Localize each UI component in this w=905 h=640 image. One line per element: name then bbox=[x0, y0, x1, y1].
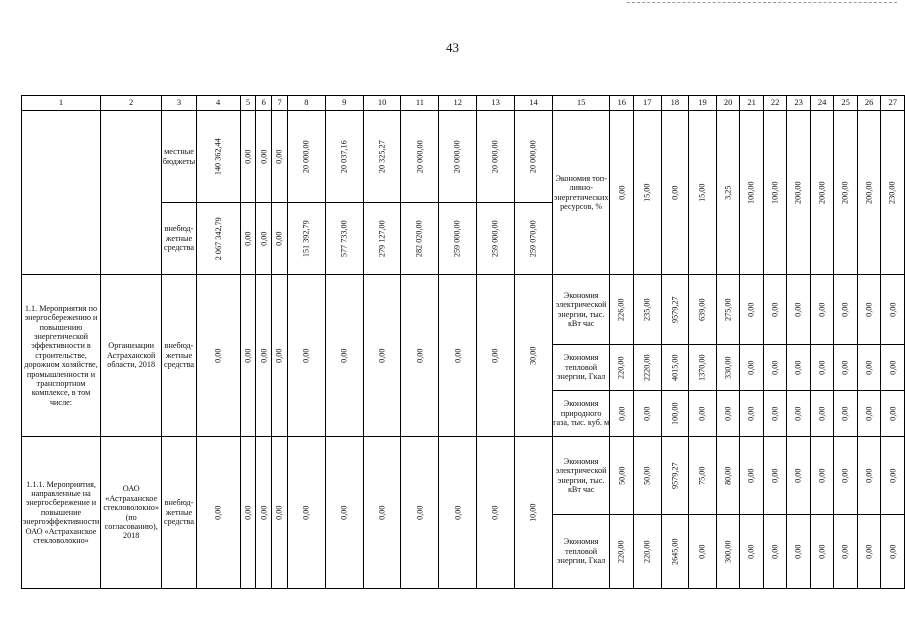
funding-value bbox=[515, 437, 553, 589]
funding-value-text: 0,00 bbox=[453, 505, 463, 520]
funding-value-text: 20 000,00 bbox=[453, 140, 463, 173]
funding-value bbox=[325, 437, 363, 589]
indicator-value-text: 0,00 bbox=[770, 468, 780, 483]
column-number: 2 bbox=[101, 96, 162, 111]
funding-value-text: 0,00 bbox=[274, 505, 284, 520]
indicator-value-text: 0,00 bbox=[864, 544, 874, 559]
indicator-value bbox=[689, 111, 717, 275]
indicator-value-text: 220,00 bbox=[617, 356, 627, 379]
indicator-value bbox=[661, 515, 689, 589]
funding-value bbox=[196, 437, 240, 589]
funding-value-text: 0,00 bbox=[453, 348, 463, 363]
funding-value-text: 0,00 bbox=[415, 505, 425, 520]
indicator-value-text: 0,00 bbox=[770, 360, 780, 375]
indicator-value-text: 0,00 bbox=[642, 406, 652, 421]
column-number: 3 bbox=[162, 96, 196, 111]
indicator-value bbox=[763, 515, 787, 589]
indicator-value-text: 226,00 bbox=[617, 298, 627, 321]
funding-value bbox=[272, 437, 288, 589]
indicator-name: Экономия электрической энергии, тыс. кВт час bbox=[552, 275, 610, 345]
executor: Организации Астраханской области, 2018 bbox=[101, 275, 162, 437]
indicator-value bbox=[716, 515, 740, 589]
funding-value bbox=[272, 203, 288, 275]
indicator-value-text: 2645,00 bbox=[670, 538, 680, 565]
funding-value-text: 0,00 bbox=[415, 348, 425, 363]
funding-value-text: 0,00 bbox=[259, 348, 269, 363]
indicator-value bbox=[810, 275, 834, 345]
funding-value bbox=[272, 275, 288, 437]
column-number: 20 bbox=[716, 96, 740, 111]
funding-source: внебюд-жетные средства bbox=[162, 437, 196, 589]
column-number: 23 bbox=[787, 96, 811, 111]
column-number: 13 bbox=[477, 96, 515, 111]
indicator-value bbox=[689, 437, 717, 515]
funding-value-text: 0,00 bbox=[339, 505, 349, 520]
funding-value bbox=[287, 203, 325, 275]
measure-cell bbox=[22, 111, 101, 275]
indicator-value bbox=[881, 111, 905, 275]
funding-value-text: 577 733,00 bbox=[339, 220, 349, 257]
funding-value bbox=[401, 111, 439, 203]
indicator-value bbox=[787, 515, 811, 589]
indicator-value bbox=[881, 275, 905, 345]
indicator-value bbox=[834, 515, 858, 589]
funding-value-text: 0,00 bbox=[301, 348, 311, 363]
column-number: 24 bbox=[810, 96, 834, 111]
indicator-value-text: 0,00 bbox=[817, 544, 827, 559]
indicator-value-text: 3,25 bbox=[723, 185, 733, 200]
column-number: 10 bbox=[363, 96, 401, 111]
indicator-value-text: 0,00 bbox=[723, 406, 733, 421]
funding-value bbox=[439, 111, 477, 203]
indicator-value-text: 200,00 bbox=[817, 181, 827, 204]
indicator-value-text: 9579,27 bbox=[670, 462, 680, 489]
indicator-value-text: 0,00 bbox=[746, 302, 756, 317]
indicator-value bbox=[857, 515, 881, 589]
indicator-value-text: 639,00 bbox=[697, 298, 707, 321]
column-number: 4 bbox=[196, 96, 240, 111]
indicator-value-text: 0,00 bbox=[840, 302, 850, 317]
funding-value-text: 2 067 342,79 bbox=[213, 217, 223, 260]
funding-value-text: 0,00 bbox=[377, 348, 387, 363]
indicator-value bbox=[740, 391, 764, 437]
funding-value bbox=[363, 275, 401, 437]
column-number: 6 bbox=[256, 96, 272, 111]
indicator-value-text: 80,00 bbox=[723, 466, 733, 485]
funding-value bbox=[477, 437, 515, 589]
page-number: 43 bbox=[446, 40, 459, 55]
funding-value-text: 151 392,79 bbox=[301, 220, 311, 257]
indicator-value bbox=[633, 345, 661, 391]
indicator-value bbox=[881, 437, 905, 515]
funding-value-text: 0,00 bbox=[301, 505, 311, 520]
column-number: 14 bbox=[515, 96, 553, 111]
funding-value-text: 0,00 bbox=[377, 505, 387, 520]
indicator-value bbox=[857, 437, 881, 515]
column-number: 9 bbox=[325, 96, 363, 111]
funding-value bbox=[363, 111, 401, 203]
indicator-value-text: 0,00 bbox=[746, 468, 756, 483]
indicator-value-text: 0,00 bbox=[888, 406, 897, 421]
indicator-value-text: 220,00 bbox=[617, 540, 627, 563]
indicator-value bbox=[740, 111, 764, 275]
indicator-value bbox=[881, 515, 905, 589]
funding-value bbox=[401, 437, 439, 589]
funding-value-text: 0,00 bbox=[490, 348, 500, 363]
funding-value-text: 0,00 bbox=[339, 348, 349, 363]
indicator-value-text: 0,00 bbox=[793, 544, 803, 559]
indicator-value-text: 0,00 bbox=[817, 406, 827, 421]
indicator-value bbox=[716, 345, 740, 391]
funding-source: внебюд-жетные средства bbox=[162, 275, 196, 437]
column-number: 16 bbox=[610, 96, 634, 111]
indicator-value-text: 0,00 bbox=[840, 360, 850, 375]
indicator-value-text: 15,00 bbox=[642, 183, 652, 202]
indicator-value-text: 100,00 bbox=[770, 181, 780, 204]
indicator-value bbox=[689, 515, 717, 589]
column-number: 11 bbox=[401, 96, 439, 111]
column-number: 8 bbox=[287, 96, 325, 111]
funding-value bbox=[272, 111, 288, 203]
indicator-value bbox=[633, 391, 661, 437]
indicator-value-text: 0,00 bbox=[840, 468, 850, 483]
funding-value-text: 140 362,44 bbox=[213, 138, 223, 175]
indicator-value bbox=[787, 345, 811, 391]
funding-value-text: 259 070,00 bbox=[528, 220, 538, 257]
indicator-value-text: 100,00 bbox=[746, 181, 756, 204]
column-number: 27 bbox=[881, 96, 905, 111]
top-rule bbox=[627, 2, 897, 4]
indicator-value-text: 0,00 bbox=[864, 406, 874, 421]
indicator-value-text: 235,00 bbox=[642, 298, 652, 321]
funding-value-text: 0,00 bbox=[243, 231, 253, 246]
column-number: 22 bbox=[763, 96, 787, 111]
funding-value-text: 20 000,00 bbox=[301, 140, 311, 173]
indicator-value bbox=[810, 111, 834, 275]
funding-value-text: 20 037,16 bbox=[339, 140, 349, 173]
funding-value bbox=[196, 203, 240, 275]
funding-source: внебюд-жетные средства bbox=[162, 203, 196, 275]
indicator-value bbox=[689, 345, 717, 391]
executor-cell bbox=[101, 111, 162, 275]
funding-value bbox=[401, 203, 439, 275]
indicator-value bbox=[810, 345, 834, 391]
indicator-value-text: 0,00 bbox=[864, 360, 874, 375]
funding-value-text: 0,00 bbox=[259, 505, 269, 520]
funding-value-text: 0,00 bbox=[259, 149, 269, 164]
measure-title: 1.1. Мероприятия по энергосбережению и повышению энергетической эффективности в строительстве, дорожном хозяйстве, промышленности и транспортном комплексе, в том числе: bbox=[22, 275, 101, 437]
funding-value bbox=[439, 203, 477, 275]
funding-value-text: 20 000,00 bbox=[528, 140, 538, 173]
indicator-value-text: 0,00 bbox=[770, 544, 780, 559]
indicator-value-text: 0,00 bbox=[888, 468, 897, 483]
indicator-value bbox=[881, 345, 905, 391]
funding-value bbox=[515, 275, 553, 437]
indicator-value-text: 0,00 bbox=[746, 360, 756, 375]
indicator-value bbox=[633, 437, 661, 515]
column-number: 5 bbox=[240, 96, 256, 111]
indicator-value-text: 0,00 bbox=[888, 302, 897, 317]
indicator-value bbox=[716, 391, 740, 437]
funding-value bbox=[477, 111, 515, 203]
funding-value bbox=[256, 437, 272, 589]
column-number: 26 bbox=[857, 96, 881, 111]
indicator-name: Экономия электрической энергии, тыс. кВт час bbox=[552, 437, 610, 515]
funding-value-text: 259 000,00 bbox=[490, 220, 500, 257]
indicator-value-text: 200,00 bbox=[864, 181, 874, 204]
column-number: 15 bbox=[552, 96, 610, 111]
indicator-value-text: 0,00 bbox=[864, 468, 874, 483]
indicator-value-text: 300,00 bbox=[723, 540, 733, 563]
indicator-value bbox=[834, 111, 858, 275]
funding-value-text: 20 000,00 bbox=[415, 140, 425, 173]
indicator-value-text: 1370,00 bbox=[697, 354, 707, 381]
funding-value bbox=[256, 111, 272, 203]
indicator-value bbox=[689, 275, 717, 345]
funding-value bbox=[287, 437, 325, 589]
indicator-value bbox=[857, 275, 881, 345]
indicator-value bbox=[661, 391, 689, 437]
indicator-value bbox=[834, 275, 858, 345]
funding-value-text: 279 127,00 bbox=[377, 220, 387, 257]
funding-value-text: 0,00 bbox=[490, 505, 500, 520]
indicator-value-text: 0,00 bbox=[746, 406, 756, 421]
indicator-value bbox=[787, 275, 811, 345]
indicator-value-text: 4015,00 bbox=[670, 354, 680, 381]
indicator-value bbox=[834, 391, 858, 437]
indicator-value-text: 0,00 bbox=[697, 406, 707, 421]
indicator-name: Экономия тепловой энергии, Гкал bbox=[552, 515, 610, 589]
indicator-value bbox=[740, 345, 764, 391]
indicator-value bbox=[857, 111, 881, 275]
funding-value bbox=[256, 275, 272, 437]
indicator-name: Экономия топ-ливно-энергетических ресурсов, % bbox=[552, 111, 610, 275]
indicator-value-text: 0,00 bbox=[670, 185, 680, 200]
indicator-value-text: 15,00 bbox=[697, 183, 707, 202]
funding-value bbox=[439, 437, 477, 589]
indicator-value bbox=[763, 391, 787, 437]
funding-value-text: 282 020,00 bbox=[415, 220, 425, 257]
indicator-value-text: 0,00 bbox=[840, 544, 850, 559]
indicator-value bbox=[763, 111, 787, 275]
funding-value-text: 0,00 bbox=[213, 505, 223, 520]
funding-source: местные бюджеты bbox=[162, 111, 196, 203]
indicator-value-text: 0,00 bbox=[888, 360, 897, 375]
indicator-value-text: 0,00 bbox=[840, 406, 850, 421]
indicator-value-text: 100,00 bbox=[670, 402, 680, 425]
column-number: 17 bbox=[633, 96, 661, 111]
indicator-value bbox=[633, 275, 661, 345]
funding-value bbox=[240, 437, 256, 589]
indicator-value-text: 0,00 bbox=[697, 544, 707, 559]
indicator-value-text: 0,00 bbox=[617, 406, 627, 421]
funding-value-text: 20 000,00 bbox=[490, 140, 500, 173]
indicator-value-text: 0,00 bbox=[746, 544, 756, 559]
indicator-value bbox=[763, 345, 787, 391]
indicator-value-text: 0,00 bbox=[817, 468, 827, 483]
column-number: 18 bbox=[661, 96, 689, 111]
funding-value bbox=[287, 111, 325, 203]
indicator-value bbox=[610, 345, 634, 391]
indicator-value bbox=[810, 515, 834, 589]
indicator-value bbox=[857, 345, 881, 391]
program-table bbox=[21, 95, 905, 589]
measure-title: 1.1.1. Мероприятия, направленные на энергосбережение и повышение энергоэффективности ОАО «Астраханское стекловолокно» bbox=[22, 437, 101, 589]
indicator-value-text: 200,00 bbox=[793, 181, 803, 204]
indicator-value bbox=[787, 437, 811, 515]
indicator-value bbox=[633, 515, 661, 589]
column-number: 12 bbox=[439, 96, 477, 111]
indicator-value bbox=[610, 515, 634, 589]
indicator-value-text: 0,00 bbox=[793, 302, 803, 317]
indicator-value bbox=[633, 111, 661, 275]
indicator-value bbox=[716, 111, 740, 275]
funding-value bbox=[477, 275, 515, 437]
indicator-value-text: 0,00 bbox=[817, 302, 827, 317]
column-number: 19 bbox=[689, 96, 717, 111]
indicator-value bbox=[661, 437, 689, 515]
indicator-value-text: 0,00 bbox=[793, 468, 803, 483]
indicator-value-text: 230,00 bbox=[888, 181, 897, 204]
indicator-value bbox=[881, 391, 905, 437]
funding-value-text: 10,00 bbox=[528, 503, 538, 522]
funding-value bbox=[325, 203, 363, 275]
indicator-value bbox=[610, 111, 634, 275]
indicator-value bbox=[689, 391, 717, 437]
column-number: 7 bbox=[272, 96, 288, 111]
indicator-value-text: 2220,00 bbox=[642, 354, 652, 381]
funding-value-text: 0,00 bbox=[274, 348, 284, 363]
funding-value bbox=[287, 275, 325, 437]
indicator-value-text: 50,00 bbox=[642, 466, 652, 485]
indicator-value bbox=[661, 345, 689, 391]
funding-value bbox=[196, 275, 240, 437]
funding-value bbox=[325, 275, 363, 437]
indicator-value-text: 0,00 bbox=[617, 185, 627, 200]
indicator-value-text: 75,00 bbox=[697, 466, 707, 485]
funding-value-text: 0,00 bbox=[243, 149, 253, 164]
funding-value bbox=[515, 203, 553, 275]
indicator-value-text: 0,00 bbox=[770, 406, 780, 421]
funding-value bbox=[477, 203, 515, 275]
column-number: 1 bbox=[22, 96, 101, 111]
funding-value bbox=[515, 111, 553, 203]
funding-value bbox=[363, 203, 401, 275]
indicator-value bbox=[834, 437, 858, 515]
indicator-value bbox=[857, 391, 881, 437]
indicator-value-text: 200,00 bbox=[840, 181, 850, 204]
indicator-value bbox=[661, 275, 689, 345]
indicator-name: Экономия тепловой энергии, Гкал bbox=[552, 345, 610, 391]
indicator-value bbox=[787, 391, 811, 437]
funding-value-text: 0,00 bbox=[274, 149, 284, 164]
indicator-name: Экономия природного газа, тыс. куб. м bbox=[552, 391, 610, 437]
indicator-value bbox=[763, 437, 787, 515]
funding-value bbox=[256, 203, 272, 275]
funding-value bbox=[363, 437, 401, 589]
funding-value-text: 0,00 bbox=[274, 231, 284, 246]
indicator-value bbox=[740, 515, 764, 589]
indicator-value bbox=[661, 111, 689, 275]
column-number: 25 bbox=[834, 96, 858, 111]
indicator-value bbox=[716, 437, 740, 515]
funding-value bbox=[240, 111, 256, 203]
funding-value bbox=[325, 111, 363, 203]
indicator-value-text: 50,00 bbox=[617, 466, 627, 485]
funding-value bbox=[401, 275, 439, 437]
funding-value bbox=[240, 275, 256, 437]
indicator-value-text: 0,00 bbox=[770, 302, 780, 317]
indicator-value bbox=[810, 391, 834, 437]
indicator-value bbox=[740, 275, 764, 345]
indicator-value bbox=[787, 111, 811, 275]
funding-value-text: 0,00 bbox=[213, 348, 223, 363]
indicator-value-text: 0,00 bbox=[793, 406, 803, 421]
indicator-value-text: 275,00 bbox=[723, 298, 733, 321]
indicator-value-text: 330,00 bbox=[723, 356, 733, 379]
indicator-value-text: 0,00 bbox=[793, 360, 803, 375]
executor: ОАО «Астраханское стекловолокно» (по согласованию), 2018 bbox=[101, 437, 162, 589]
funding-value bbox=[240, 203, 256, 275]
funding-value-text: 30,00 bbox=[528, 346, 538, 365]
indicator-value-text: 0,00 bbox=[864, 302, 874, 317]
indicator-value bbox=[610, 391, 634, 437]
indicator-value bbox=[810, 437, 834, 515]
column-number: 21 bbox=[740, 96, 764, 111]
funding-value-text: 0,00 bbox=[243, 505, 253, 520]
funding-value-text: 259 000,00 bbox=[453, 220, 463, 257]
indicator-value-text: 220,00 bbox=[642, 540, 652, 563]
funding-value bbox=[439, 275, 477, 437]
indicator-value-text: 0,00 bbox=[817, 360, 827, 375]
funding-value-text: 20 325,27 bbox=[377, 140, 387, 173]
indicator-value bbox=[763, 275, 787, 345]
indicator-value bbox=[834, 345, 858, 391]
indicator-value-text: 0,00 bbox=[888, 544, 897, 559]
indicator-value bbox=[610, 437, 634, 515]
indicator-value-text: 9579,27 bbox=[670, 296, 680, 323]
indicator-value bbox=[610, 275, 634, 345]
funding-value-text: 0,00 bbox=[259, 231, 269, 246]
funding-value bbox=[196, 111, 240, 203]
indicator-value bbox=[740, 437, 764, 515]
indicator-value bbox=[716, 275, 740, 345]
funding-value-text: 0,00 bbox=[243, 348, 253, 363]
